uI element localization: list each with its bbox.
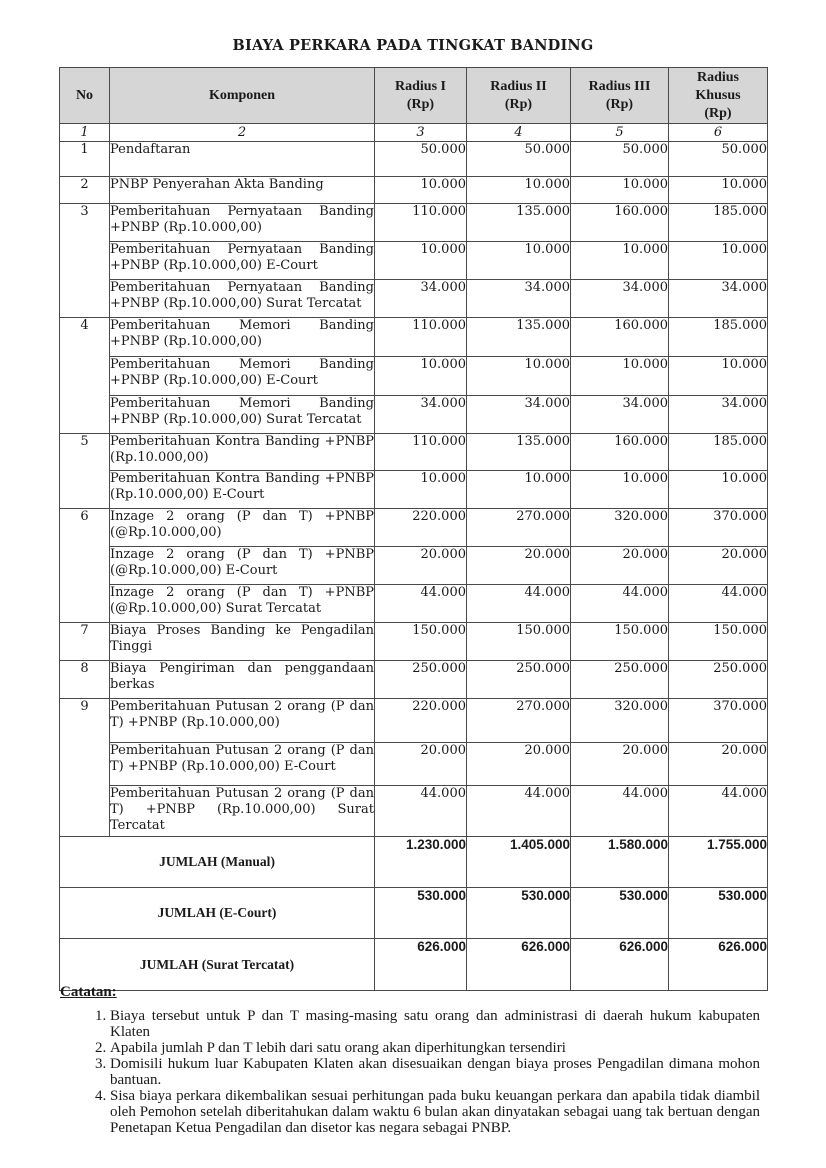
fee-value: 250.000	[375, 661, 467, 699]
component-name: Pemberitahuan Pernyataan Banding +PNBP (Rp.10.000,00)	[110, 204, 375, 242]
total-value: 530.000	[571, 888, 669, 939]
table-row	[60, 471, 768, 509]
fee-value: 34.000	[669, 280, 768, 318]
index-cell: 3	[375, 124, 467, 142]
fee-value: 20.000	[669, 547, 768, 585]
fee-value: 185.000	[669, 434, 768, 471]
fee-value: 270.000	[467, 509, 571, 547]
table-row	[60, 242, 768, 280]
fee-value: 110.000	[375, 318, 467, 357]
fee-value: 370.000	[669, 699, 768, 743]
fee-value: 150.000	[571, 623, 669, 661]
row-number	[60, 547, 110, 585]
row-number: 5	[60, 434, 110, 471]
total-value: 626.000	[571, 939, 669, 991]
index-cell: 2	[110, 124, 375, 142]
fee-value: 185.000	[669, 318, 768, 357]
fee-value: 135.000	[467, 204, 571, 242]
row-number	[60, 786, 110, 837]
fee-value: 10.000	[375, 357, 467, 396]
row-number: 9	[60, 699, 110, 743]
component-name: Pemberitahuan Putusan 2 orang (P dan T) +PNBP (Rp.10.000,00)	[110, 699, 375, 743]
index-cell: 6	[669, 124, 768, 142]
table-row	[60, 547, 768, 585]
component-name: PNBP Penyerahan Akta Banding	[110, 177, 375, 204]
total-row	[60, 939, 768, 991]
table-row	[60, 204, 768, 242]
fee-value: 135.000	[467, 434, 571, 471]
total-row	[60, 837, 768, 888]
fee-value: 220.000	[375, 509, 467, 547]
fee-value: 10.000	[669, 471, 768, 509]
table-row	[60, 661, 768, 699]
total-label: JUMLAH (Surat Tercatat)	[60, 939, 375, 991]
fee-value: 20.000	[467, 743, 571, 786]
fee-value: 150.000	[375, 623, 467, 661]
row-number: 1	[60, 142, 110, 177]
fee-value: 160.000	[571, 434, 669, 471]
row-number	[60, 280, 110, 318]
fee-value: 10.000	[571, 471, 669, 509]
component-name: Biaya Proses Banding ke Pengadilan Tinggi	[110, 623, 375, 661]
fee-value: 20.000	[375, 547, 467, 585]
fee-value: 10.000	[467, 242, 571, 280]
table-row	[60, 357, 768, 396]
row-number	[60, 471, 110, 509]
header-radius-khusus: Radius Khusus (Rp)	[669, 68, 768, 124]
fee-value: 320.000	[571, 509, 669, 547]
fee-value: 20.000	[467, 547, 571, 585]
table-row	[60, 623, 768, 661]
total-value: 1.755.000	[669, 837, 768, 888]
table-row	[60, 509, 768, 547]
notes-title: Catatan:	[60, 984, 117, 1000]
total-row	[60, 888, 768, 939]
total-value: 530.000	[467, 888, 571, 939]
index-cell: 5	[571, 124, 669, 142]
fee-value: 44.000	[669, 786, 768, 837]
fee-value: 34.000	[467, 396, 571, 434]
fee-value: 34.000	[669, 396, 768, 434]
row-number: 4	[60, 318, 110, 357]
fee-value: 10.000	[571, 242, 669, 280]
total-value: 530.000	[669, 888, 768, 939]
fee-value: 50.000	[571, 142, 669, 177]
fee-value: 10.000	[375, 177, 467, 204]
table-row	[60, 396, 768, 434]
fee-value: 34.000	[375, 280, 467, 318]
fee-value: 10.000	[669, 242, 768, 280]
column-index-row	[60, 124, 768, 142]
fee-value: 34.000	[571, 396, 669, 434]
note-item: 1. Biaya tersebut untuk P dan T masing-masing satu orang dan administrasi di daerah hukum kabupaten Klaten	[110, 1008, 760, 1040]
fee-value: 10.000	[467, 471, 571, 509]
total-value: 530.000	[375, 888, 467, 939]
fee-value: 10.000	[571, 177, 669, 204]
table-row	[60, 786, 768, 837]
fee-value: 185.000	[669, 204, 768, 242]
component-name: Inzage 2 orang (P dan T) +PNBP (@Rp.10.000,00)	[110, 509, 375, 547]
component-name: Pemberitahuan Kontra Banding +PNBP (Rp.10.000,00) E-Court	[110, 471, 375, 509]
total-value: 1.230.000	[375, 837, 467, 888]
fee-value: 44.000	[467, 585, 571, 623]
fee-value: 44.000	[467, 786, 571, 837]
note-item: 3. Domisili hukum luar Kabupaten Klaten akan disesuaikan dengan biaya proses Pengadilan dimana mohon bantuan.	[110, 1056, 760, 1088]
component-name: Pemberitahuan Memori Banding +PNBP (Rp.10.000,00)	[110, 318, 375, 357]
table-row	[60, 585, 768, 623]
table-row	[60, 177, 768, 204]
fee-value: 34.000	[467, 280, 571, 318]
fee-value: 44.000	[375, 585, 467, 623]
fee-value: 10.000	[669, 177, 768, 204]
component-name: Pemberitahuan Pernyataan Banding +PNBP (Rp.10.000,00) Surat Tercatat	[110, 280, 375, 318]
component-name: Pemberitahuan Memori Banding +PNBP (Rp.10.000,00) Surat Tercatat	[110, 396, 375, 434]
document-title: BIAYA PERKARA PADA TINGKAT BANDING	[232, 37, 594, 54]
notes-section	[60, 984, 760, 1136]
row-number: 3	[60, 204, 110, 242]
fee-value: 44.000	[375, 786, 467, 837]
header-radius-2: Radius II (Rp)	[467, 68, 571, 124]
row-number	[60, 585, 110, 623]
fee-value: 10.000	[669, 357, 768, 396]
fee-value: 150.000	[669, 623, 768, 661]
fee-value: 34.000	[375, 396, 467, 434]
row-number: 8	[60, 661, 110, 699]
table-row	[60, 743, 768, 786]
row-number	[60, 357, 110, 396]
note-item: 2. Apabila jumlah P dan T lebih dari satu orang akan diperhitungkan tersendiri	[110, 1040, 760, 1056]
fee-value: 110.000	[375, 434, 467, 471]
table-row	[60, 434, 768, 471]
fee-value: 44.000	[571, 585, 669, 623]
fee-table	[59, 67, 768, 991]
fee-value: 110.000	[375, 204, 467, 242]
fee-value: 50.000	[375, 142, 467, 177]
fee-value: 10.000	[571, 357, 669, 396]
fee-value: 370.000	[669, 509, 768, 547]
header-radius-1: Radius I (Rp)	[375, 68, 467, 124]
component-name: Pemberitahuan Pernyataan Banding +PNBP (Rp.10.000,00) E-Court	[110, 242, 375, 280]
fee-value: 50.000	[467, 142, 571, 177]
total-value: 626.000	[467, 939, 571, 991]
fee-value: 44.000	[571, 786, 669, 837]
component-name: Pemberitahuan Putusan 2 orang (P dan T) +PNBP (Rp.10.000,00) Surat Tercatat	[110, 786, 375, 837]
fee-value: 10.000	[467, 177, 571, 204]
notes-list	[60, 1008, 760, 1136]
fee-value: 50.000	[669, 142, 768, 177]
header-komponen: Komponen	[110, 68, 375, 124]
fee-value: 20.000	[571, 743, 669, 786]
total-value: 1.580.000	[571, 837, 669, 888]
row-number	[60, 242, 110, 280]
fee-value: 160.000	[571, 204, 669, 242]
fee-value: 160.000	[571, 318, 669, 357]
row-number	[60, 743, 110, 786]
total-value: 1.405.000	[467, 837, 571, 888]
fee-value: 10.000	[375, 242, 467, 280]
component-name: Pendaftaran	[110, 142, 375, 177]
component-name: Pemberitahuan Memori Banding +PNBP (Rp.10.000,00) E-Court	[110, 357, 375, 396]
row-number: 2	[60, 177, 110, 204]
fee-value: 20.000	[669, 743, 768, 786]
fee-value: 10.000	[467, 357, 571, 396]
fee-value: 320.000	[571, 699, 669, 743]
fee-value: 10.000	[375, 471, 467, 509]
total-label: JUMLAH (E-Court)	[60, 888, 375, 939]
fee-value: 135.000	[467, 318, 571, 357]
table-row	[60, 318, 768, 357]
fee-value: 44.000	[669, 585, 768, 623]
row-number	[60, 396, 110, 434]
fee-value: 250.000	[467, 661, 571, 699]
note-item: 4. Sisa biaya perkara dikembalikan sesuai perhitungan pada buku keuangan perkara dan apabila tidak diambil oleh Pemohon setelah diberitahukan dalam waktu 6 bulan akan dinyatakan sebagai uang tak bertuan dengan Penetapan Ketua Pengadilan dan disetor kas negara sebagai PNBP.	[110, 1088, 760, 1136]
component-name: Inzage 2 orang (P dan T) +PNBP (@Rp.10.000,00) E-Court	[110, 547, 375, 585]
fee-value: 250.000	[571, 661, 669, 699]
table-row	[60, 142, 768, 177]
fee-value: 220.000	[375, 699, 467, 743]
index-cell: 4	[467, 124, 571, 142]
row-number: 6	[60, 509, 110, 547]
total-value: 626.000	[375, 939, 467, 991]
component-name: Inzage 2 orang (P dan T) +PNBP (@Rp.10.000,00) Surat Tercatat	[110, 585, 375, 623]
fee-value: 20.000	[375, 743, 467, 786]
index-cell: 1	[60, 124, 110, 142]
fee-value: 34.000	[571, 280, 669, 318]
fee-value: 250.000	[669, 661, 768, 699]
total-value: 626.000	[669, 939, 768, 991]
table-row	[60, 699, 768, 743]
component-name: Biaya Pengiriman dan penggandaan berkas	[110, 661, 375, 699]
header-no: No	[60, 68, 110, 124]
fee-value: 20.000	[571, 547, 669, 585]
header-row	[60, 68, 768, 124]
header-radius-3: Radius III (Rp)	[571, 68, 669, 124]
table-row	[60, 280, 768, 318]
total-label: JUMLAH (Manual)	[60, 837, 375, 888]
row-number: 7	[60, 623, 110, 661]
component-name: Pemberitahuan Putusan 2 orang (P dan T) +PNBP (Rp.10.000,00) E-Court	[110, 743, 375, 786]
fee-value: 150.000	[467, 623, 571, 661]
fee-value: 270.000	[467, 699, 571, 743]
component-name: Pemberitahuan Kontra Banding +PNBP (Rp.10.000,00)	[110, 434, 375, 471]
